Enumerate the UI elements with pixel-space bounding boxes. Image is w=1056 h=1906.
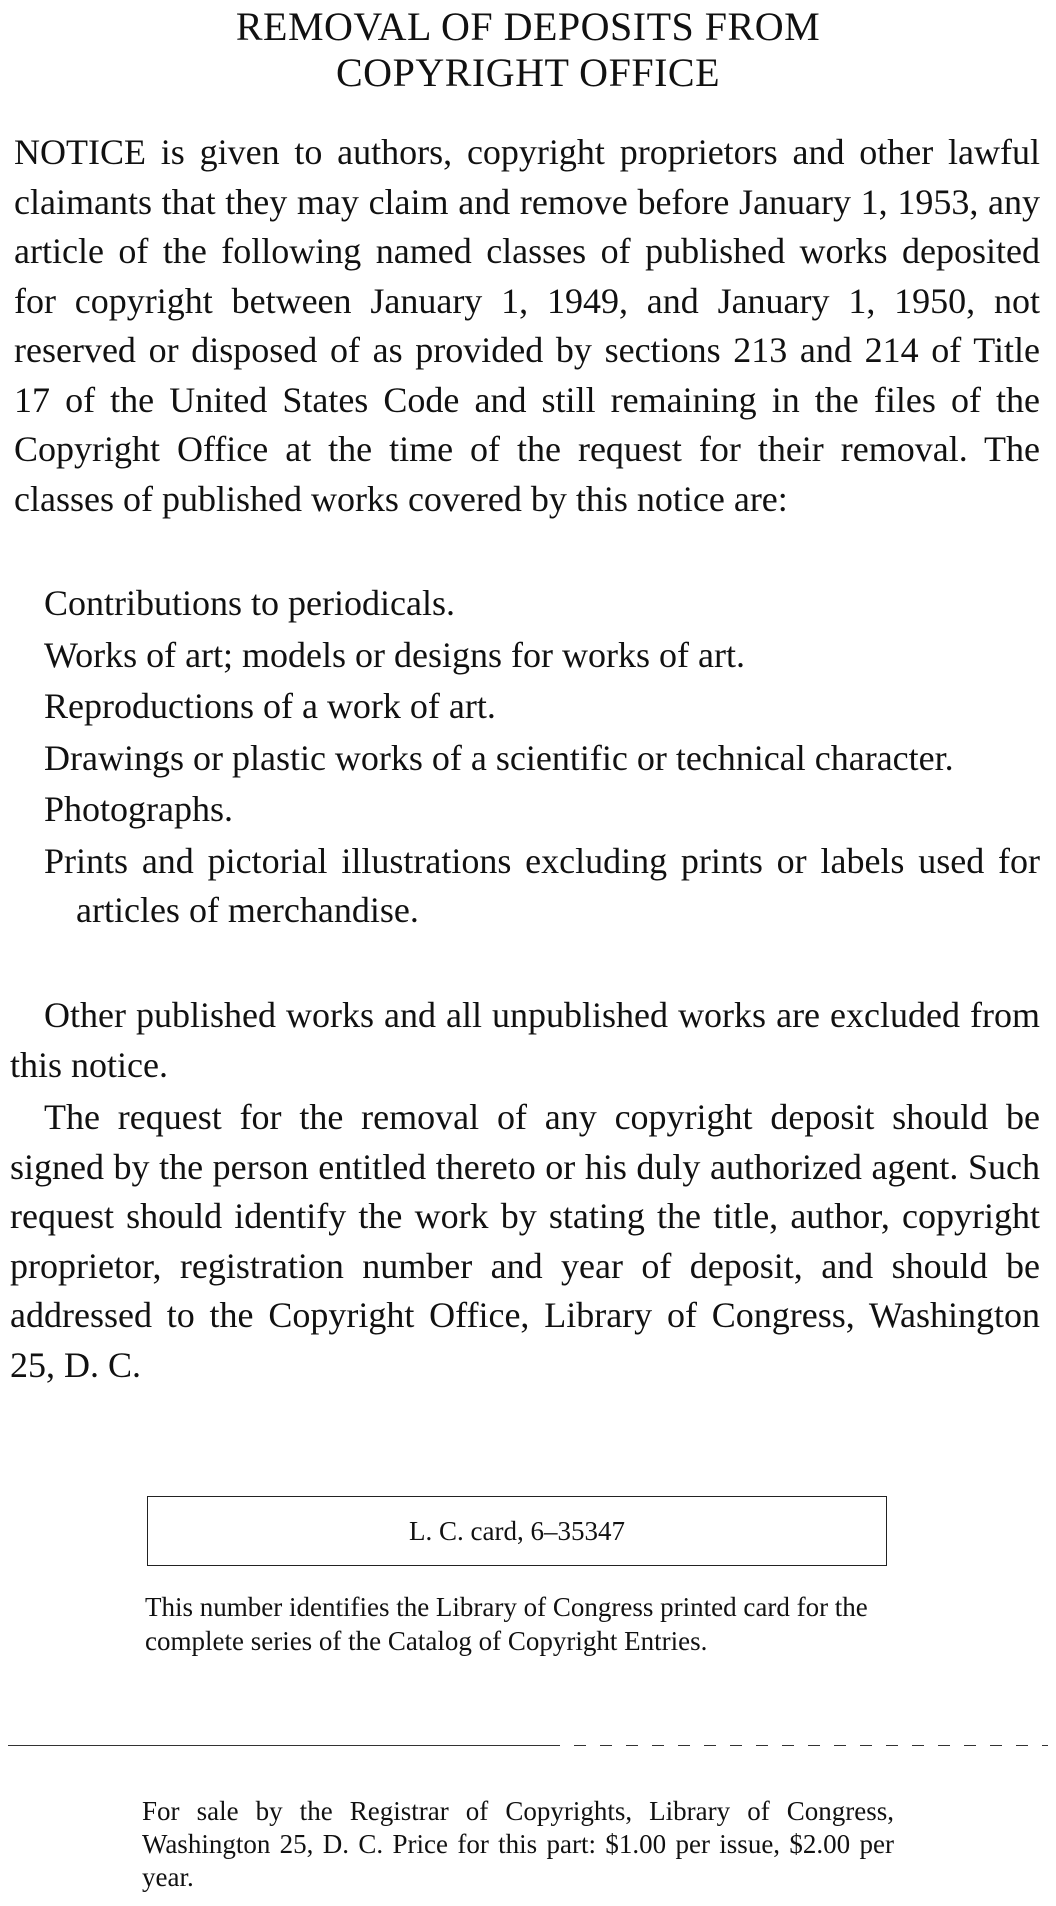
classes-list	[44, 579, 1040, 938]
list-item: Drawings or plastic works of a scientific or technical character.	[44, 737, 954, 778]
lc-card-note: This number identifies the Library of Congress printed card for the complete series of the Catalog of Copyright Entries.	[145, 1592, 868, 1656]
request-paragraph: The request for the removal of any copyright deposit should be signed by the person entitled thereto or his duly authorized agent. Such request should identify the work by stating the title, author, copyright proprietor, registration number and year of deposit, and should be addressed to the Copyright Office, Library of Congress, Washington 25, D. C.	[10, 1097, 1040, 1385]
lc-card-number: L. C. card, 6–35347	[409, 1515, 625, 1546]
divider-fade	[560, 1744, 1048, 1748]
title-line-1: REMOVAL OF DEPOSITS FROM	[235, 4, 821, 49]
excluded-paragraph: Other published works and all unpublished works are excluded from this notice.	[10, 995, 1040, 1085]
list-item: Contributions to periodicals.	[44, 583, 455, 623]
notice-paragraph: NOTICE is given to authors, copyright proprietors and other lawful claimants that they may claim and remove before January 1, 1953, any article of the following named classes of published works deposited for copyright between January 1, 1949, and January 1, 1950, not reserved or disposed of as provided by sections 213 and 214 of Title 17 of the United States Code and still remaining in the files of the Copyright Office at the time of the request for their removal. The classes of published works covered by this notice are:	[14, 132, 1040, 519]
list-item: Prints and pictorial illustrations excluding prints or labels used for articles of merchandise.	[44, 840, 1040, 930]
list-item: Photographs.	[44, 789, 233, 829]
list-item: Reproductions of a work of art.	[44, 686, 496, 726]
lc-card-box	[147, 1496, 887, 1566]
title-line-2: COPYRIGHT OFFICE	[336, 50, 720, 95]
sale-notice: For sale by the Registrar of Copyrights, Library of Congress, Washington 25, D. C. Price for this part: $1.00 per issue, $2.00 per year.	[142, 1796, 894, 1892]
list-item: Works of art; models or designs for works of art.	[44, 634, 745, 675]
page-title	[0, 4, 1056, 96]
